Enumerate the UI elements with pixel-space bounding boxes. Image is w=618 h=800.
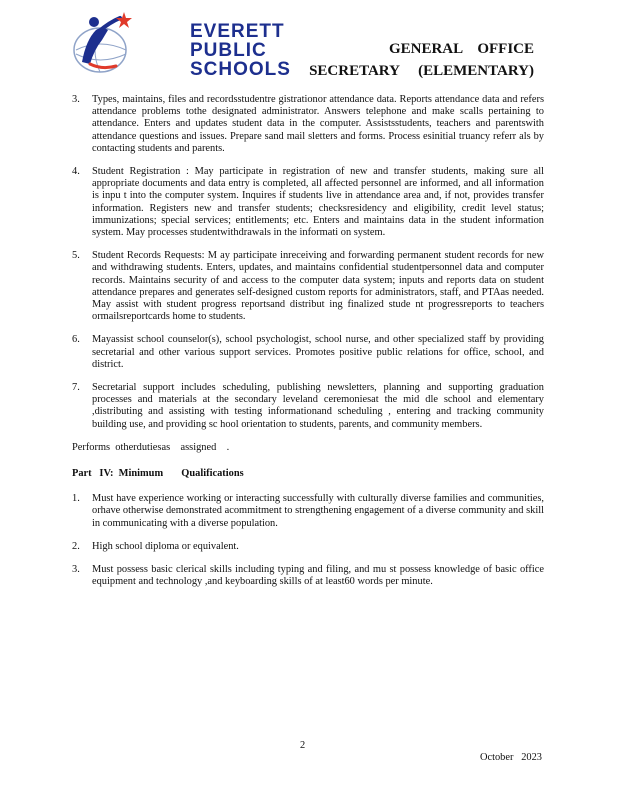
duty-item [72,250,544,323]
item-number: 5. [72,250,80,262]
item-number: 2. [72,540,80,552]
item-text: Must have experience working or interacting successfully with culturally diverse families and communities, orhave otherwise demonstrated acommitment to strengthening engagement of a diverse community and skill in communicating with a diverse population. [92,493,544,529]
duty-item [72,334,544,371]
item-number: 3. [72,94,80,105]
document-body [72,94,544,600]
qualification-item [72,541,544,553]
page-number: 2 [300,740,306,751]
other-duties-text: Performs otherdutiesas assigned . [72,441,230,453]
qualification-item [72,493,544,530]
revision-date: October 2023 [479,752,542,763]
item-text: Mayassist school counselor(s), school psychologist, school nurse, and other specialized staff by providing secretarial and other various support services. Promotes positive public relations for office, school, and district. [92,334,544,370]
logo-line: EVERETT [190,21,285,42]
item-number: 6. [72,334,80,346]
title-line-1: GENERAL OFFICE [388,41,534,57]
duty-item [72,382,544,431]
duty-item [72,94,544,155]
item-number: 7. [72,382,80,394]
item-text: Student Records Requests: M ay participate inreceiving and forwarding permanent student records for new and withdrawing students. Enters, updates, and maintains confidential studentpersonnel data and computer records. Maintains security of and access to the computer data system; inputs and reports data on student attendance prepares and generates self-designed custom reports for administrators, staff, and PTAas needed. May assist with student progress reportsand distribut ing finalized stude nt progressreports to teachers ormailsreportcards home to students. [92,250,544,323]
duty-item [72,166,544,239]
title-line-2: SECRETARY (ELEMENTARY) [309,63,534,79]
district-logo [72,10,291,80]
logo-line: SCHOOLS [190,59,291,80]
item-number: 4. [72,166,80,178]
item-number: 3. [72,564,80,576]
part-four-heading: Part IV: Minimum Qualifications [72,468,244,480]
logo-line: PUBLIC [190,40,267,61]
item-number: 1. [72,493,80,505]
logo-wordmark [190,22,291,79]
item-text: Secretarial support includes scheduling, publishing newsletters, planning and supporting graduation processes and materials at the secondary leveland ceremoniesat the mid dle school and elementary ,distributing and assisting with testing informationand scheduling , entering and tracking community building use, and providing sc hool orientation to students, parents, and community members. [92,382,544,430]
item-text: Must possess basic clerical skills including typing and filing, and mu st possess knowledge of basic office equipment and technology ,and keyboarding skills of at least60 words per minute. [92,564,544,588]
document-title [309,38,534,82]
item-text: Student Registration : May participate in registration of new and transfer students, making sure all appropriate documents and data entry is completed, all affected personnel are informed, and all information is inpu t into the computer system. Inquires if students live in attendance area and, if not, provides transfer information. Registers new and transfer students; checksresidency and eligibility, credit level status; immunizations; special services; entitlements; etc. Enters and maintains data in the student information system. May processes studentwithdrawals in the informati on system. [92,166,544,239]
item-text: High school diploma or equivalent. [92,540,239,552]
item-text: Types, maintains, files and recordsstudentre gistrationor attendance data. Reports attendance data and refers attendance problems tothe designated administrator. Answers telephone and make scalls pertaining to attendance. Enters and updates student data in the computer. Assistsstudents, teachers and parentswith attendance questions and issues. Prepare sand mail sletters and forms. Process esinitial truancy referr als by contacting students and parents. [92,94,544,154]
qualification-item [72,564,544,588]
globe-figure-icon [72,10,132,76]
